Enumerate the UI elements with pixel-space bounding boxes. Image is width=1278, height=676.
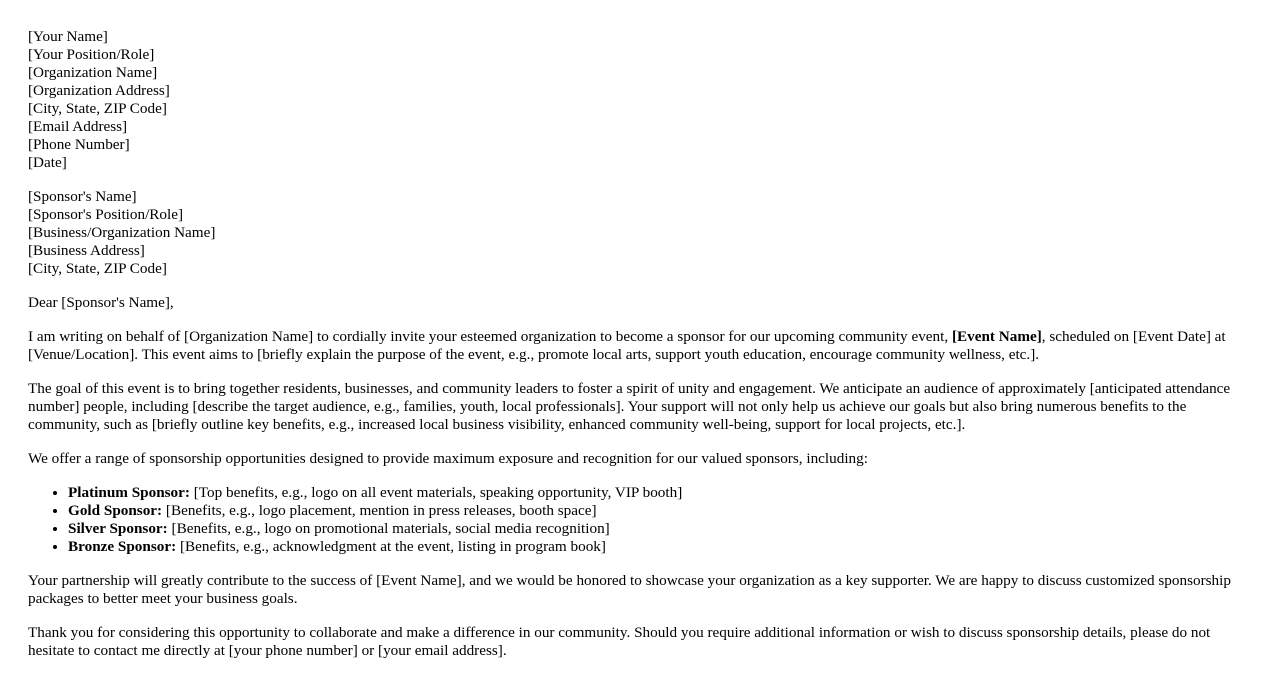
sender-email: [Email Address] [28, 118, 128, 135]
list-item-platinum [68, 484, 1258, 502]
tier-benefits: [Benefits, e.g., acknowledgment at the event, listing in program book] [176, 538, 606, 555]
sponsorship-letter [28, 28, 1258, 676]
recipient-organization: [Business/Organization Name] [28, 224, 216, 241]
opportunities-paragraph: We offer a range of sponsorship opportunities designed to provide maximum exposure and recognition for our valued sponsors, including: [28, 450, 868, 467]
salutation: Dear [Sponsor's Name], [28, 294, 174, 311]
sender-city-state-zip: [City, State, ZIP Code] [28, 100, 167, 117]
intro-text-after: , scheduled on [Event Date] at [Venue/Location]. This event aims to [briefly explain the purpose of the event, e.g., promote local arts, support youth education, encourage community wellness, etc.]. [28, 328, 1226, 363]
tier-label: Bronze Sponsor: [68, 538, 177, 555]
sender-phone: [Phone Number] [28, 136, 130, 153]
goal-paragraph: The goal of this event is to bring together residents, businesses, and community leaders to foster a spirit of unity and engagement. We anticipate an audience of approximately [anticipated attendance number] people, including [describe the target audience, e.g., families, youth, local professionals]. Your support will not only help us achieve our goals but also bring numerous benefits to the community, such as [briefly outline key benefits, e.g., increased local business visibility, enhanced community well-being, support for local projects, etc.]. [28, 380, 1231, 433]
tier-benefits: [Top benefits, e.g., logo on all event materials, speaking opportunity, VIP booth] [189, 484, 683, 501]
recipient-name: [Sponsor's Name] [28, 188, 137, 205]
recipient-block [28, 188, 1258, 278]
tier-label: Platinum Sponsor: [68, 484, 190, 501]
list-item-gold [68, 502, 1258, 520]
sender-position: [Your Position/Role] [28, 46, 155, 63]
intro-text-before: I am writing on behalf of [Organization Name] to cordially invite your esteemed organization to become a sponsor for our upcoming community event, [28, 328, 952, 345]
sender-block [28, 28, 1258, 172]
tier-benefits: [Benefits, e.g., logo on promotional materials, social media recognition] [167, 520, 610, 537]
partnership-paragraph: Your partnership will greatly contribute to the success of [Event Name], and we would be honored to showcase your organization as a key supporter. We are happy to discuss customized sponsorship packages to better meet your business goals. [28, 572, 1231, 607]
event-name: [Event Name] [951, 328, 1042, 345]
intro-paragraph [28, 328, 1258, 364]
list-item-bronze [68, 538, 1258, 556]
list-item-silver [68, 520, 1258, 538]
sender-organization: [Organization Name] [28, 64, 158, 81]
sponsorship-tier-list [28, 484, 1258, 556]
tier-benefits: [Benefits, e.g., logo placement, mention in press releases, booth space] [162, 502, 597, 519]
recipient-address: [Business Address] [28, 242, 145, 259]
tier-label: Silver Sponsor: [68, 520, 168, 537]
recipient-position: [Sponsor's Position/Role] [28, 206, 184, 223]
tier-label: Gold Sponsor: [68, 502, 163, 519]
sender-address: [Organization Address] [28, 82, 170, 99]
sender-name: [Your Name] [28, 28, 108, 45]
letter-date: [Date] [28, 154, 67, 171]
recipient-city-state-zip: [City, State, ZIP Code] [28, 260, 167, 277]
closing-paragraph: Thank you for considering this opportunity to collaborate and make a difference in our community. Should you require additional information or wish to discuss sponsorship details, please do not hesitate to contact me directly at [your phone number] or [your email address]. [28, 624, 1211, 659]
